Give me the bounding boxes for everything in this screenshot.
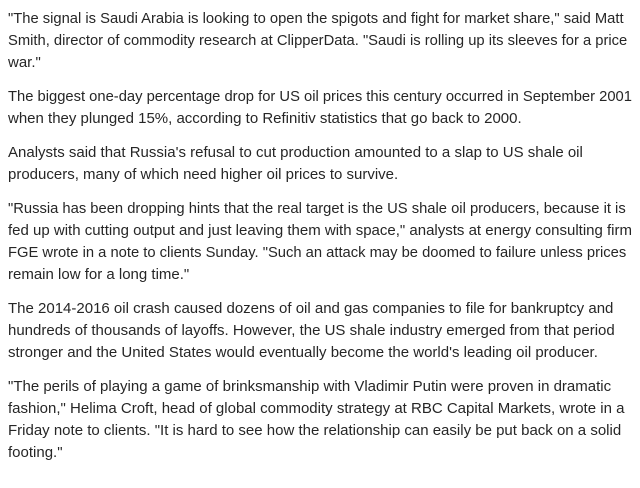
paragraph-oil-crash — [8, 298, 632, 364]
paragraph-line: fashion," Helima Croft, head of global commodity strategy at RBC Capital Markets, wrote in a — [8, 400, 625, 417]
paragraph-saudi-signal — [8, 8, 632, 74]
paragraph-line: war." — [8, 54, 41, 71]
paragraph-line: remain low for a long time." — [8, 266, 190, 283]
paragraph-line: Analysts said that Russia's refusal to cut production amounted to a slap to US shale oil — [8, 144, 583, 161]
paragraph-biggest-drop — [8, 86, 632, 130]
paragraph-line: when they plunged 15%, according to Refinitiv statistics that go back to 2000. — [8, 110, 522, 127]
paragraph-line: The 2014-2016 oil crash caused dozens of oil and gas companies to file for bankruptcy and — [8, 300, 614, 317]
paragraph-line: "The perils of playing a game of brinksmanship with Vladimir Putin were proven in dramatic — [8, 378, 612, 395]
paragraph-line: FGE wrote in a note to clients Sunday. "Such an attack may be doomed to failure unless prices — [8, 245, 627, 261]
paragraph-line: Smith, director of commodity research at ClipperData. "Saudi is rolling up its sleeves for a price — [8, 33, 628, 49]
paragraph-line: hundreds of thousands of layoffs. However, the US shale industry emerged from that period — [8, 322, 615, 339]
paragraph-line: "The signal is Saudi Arabia is looking to open the spigots and fight for market share," said Matt — [8, 11, 624, 27]
paragraph-line: producers, many of which need higher oil prices to survive. — [8, 166, 399, 183]
paragraph-line: The biggest one-day percentage drop for US oil prices this century occurred in September 2001 — [8, 89, 632, 105]
paragraph-fge-quote — [8, 198, 632, 286]
paragraph-line: footing." — [8, 444, 63, 461]
paragraph-line: stronger and the United States would eventually become the world's leading oil producer. — [8, 344, 598, 361]
paragraph-line: Friday note to clients. "It is hard to see how the relationship can easily be put back on a solid — [8, 422, 622, 439]
paragraph-line: fed up with cutting output and just leaving them with space," analysts at energy consulting firm — [8, 222, 633, 239]
paragraph-russia-refusal — [8, 142, 632, 186]
paragraph-croft-quote — [8, 376, 632, 464]
paragraph-line: "Russia has been dropping hints that the real target is the US shale oil producers, because it is — [8, 201, 626, 217]
